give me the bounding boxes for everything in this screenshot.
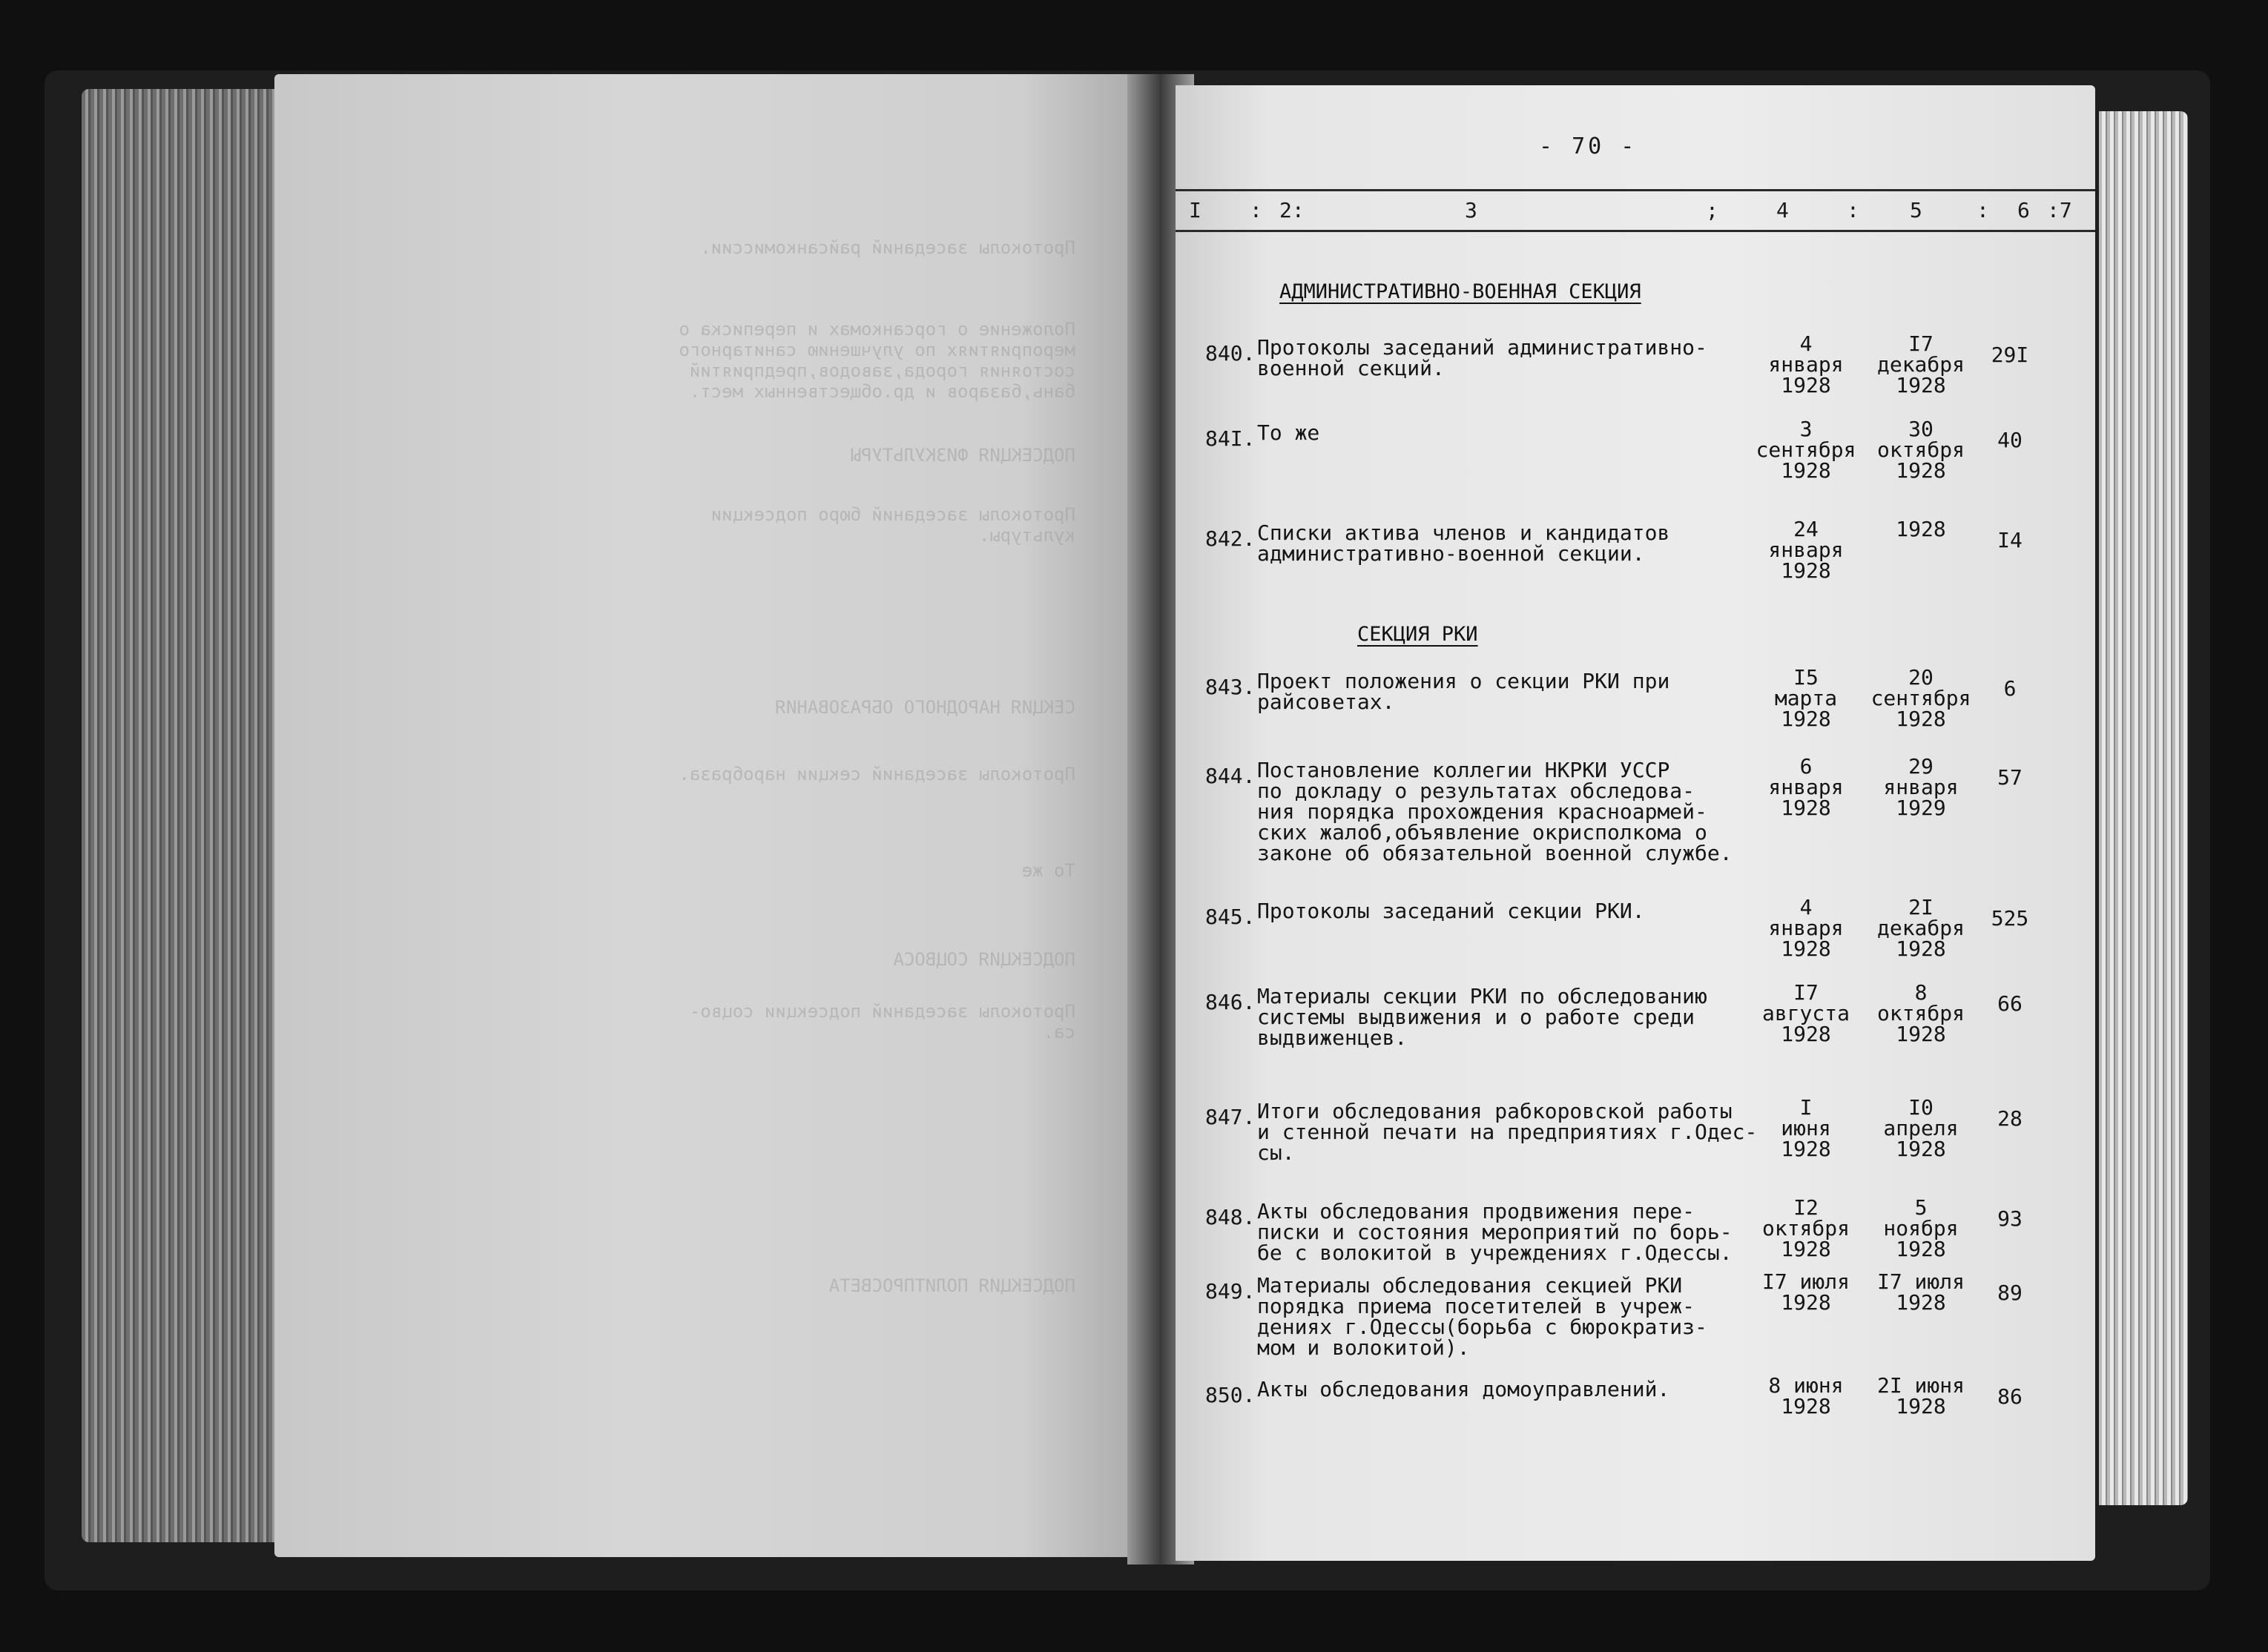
entry-number: 847.: [1205, 1105, 1256, 1129]
column-header: 4: [1776, 198, 1789, 222]
bleed-through-line: бань,базаров и др.общественных мест.: [689, 381, 1075, 402]
sheet-count: 29I: [1991, 343, 2029, 367]
end-date: 29 января 1929: [1883, 754, 1959, 820]
start-date: 3 сентября 1928: [1756, 417, 1856, 483]
entry-description: То же: [1257, 420, 1320, 445]
end-date: 20 сентября 1928: [1870, 665, 1971, 731]
column-header: ;: [1706, 198, 1718, 222]
entry-description: Постановление коллегии НКРКИ УССР по докладу о результатах обследова- ния порядка прохождения красноармей- ских жалоб,объявление окрисполкома о законе об обязательной военной службе.: [1257, 758, 1733, 865]
column-header: I: [1189, 198, 1201, 222]
end-date: I7 декабря 1928: [1876, 331, 1965, 397]
left-page-bleed-through: [274, 74, 1150, 1557]
start-date: 24 января 1928: [1768, 517, 1844, 583]
entry-description: Материалы обследования секцией РКИ порядка приема посетителей в учреж- дениях г.Одессы(борьба с бюрократиз- мом и волокитой).: [1257, 1273, 1707, 1360]
entry-number: 850.: [1205, 1383, 1256, 1407]
entry-description: Проект положения о секции РКИ при райсоветах.: [1257, 669, 1670, 714]
bleed-through-line: са.: [1043, 1022, 1075, 1043]
sheet-count: 28: [1997, 1106, 2023, 1131]
end-date: 8 октября 1928: [1876, 980, 1965, 1046]
entry-number: 842.: [1205, 526, 1256, 551]
end-date: I7 июля 1928: [1876, 1269, 1965, 1315]
sheet-count: 89: [1997, 1281, 2023, 1305]
start-date: I7 июля 1928: [1761, 1269, 1850, 1315]
sheet-count: 57: [1997, 765, 2023, 790]
end-date: 30 октября 1928: [1876, 417, 1965, 483]
section-title: АДМИНИСТРАТИВНО-ВОЕННАЯ СЕКЦИЯ: [1279, 280, 1641, 303]
column-header: 6: [2017, 198, 2030, 222]
start-date: 4 января 1928: [1768, 331, 1844, 397]
end-date: 2I июня 1928: [1876, 1373, 1965, 1418]
end-date: 1928: [1896, 517, 1946, 541]
bleed-through-line: Протоколы заседаний райсанкомиссии.: [700, 237, 1075, 258]
column-header: 3: [1465, 198, 1477, 222]
start-date: 8 июня 1928: [1768, 1373, 1844, 1418]
sheet-count: 93: [1997, 1206, 2023, 1231]
start-date: I июня 1928: [1781, 1095, 1831, 1161]
entry-number: 844.: [1205, 764, 1256, 788]
header-rule-bottom: [1176, 230, 2095, 232]
entry-description: Материалы секции РКИ по обследованию системы выдвижения и о работе среди выдвиженцев.: [1257, 984, 1707, 1050]
bleed-through-line: ПОДСЕКЦИЯ ПОЛИТПРОСВЕТА: [828, 1275, 1075, 1296]
bleed-through-line: Положение о горсанкомах и переписка о: [679, 319, 1075, 340]
entry-description: Итоги обследования рабкоровской работы и стенной печати на предприятиях г.Одес- сы.: [1257, 1099, 1758, 1165]
entry-number: 84I.: [1205, 426, 1256, 451]
left-page: [274, 74, 1150, 1557]
column-header: :: [1250, 198, 1262, 222]
entry-number: 849.: [1205, 1279, 1256, 1304]
column-header: :: [1847, 198, 1859, 222]
left-page-edges: [82, 89, 289, 1542]
sheet-count: 40: [1997, 428, 2023, 452]
section-title: СЕКЦИЯ РКИ: [1357, 623, 1478, 646]
sheet-count: 6: [2003, 676, 2017, 701]
end-date: 2I декабря 1928: [1876, 895, 1965, 961]
bleed-through-line: Протоколы заседаний секции наробраза.: [679, 764, 1075, 784]
column-header: :: [1977, 198, 1989, 222]
entry-number: 848.: [1205, 1205, 1256, 1229]
column-header: 2:: [1279, 198, 1305, 222]
end-date: 5 ноября 1928: [1883, 1195, 1959, 1261]
bleed-through-line: ПОДСЕКЦИЯ ФИЗКУЛЬТУРЫ: [850, 445, 1075, 466]
start-date: 6 января 1928: [1768, 754, 1844, 820]
entry-number: 845.: [1205, 905, 1256, 929]
entry-description: Протоколы заседаний административно- военной секций.: [1257, 335, 1707, 380]
entry-description: Списки актива членов и кандидатов административно-военной секции.: [1257, 521, 1670, 566]
entry-number: 840.: [1205, 341, 1256, 366]
right-page: [1176, 85, 2095, 1561]
entry-number: 843.: [1205, 675, 1256, 699]
page-number: - 70 -: [1539, 133, 1638, 159]
sheet-count: I4: [1997, 528, 2023, 552]
end-date: I0 апреля 1928: [1883, 1095, 1959, 1161]
column-header: :7: [2047, 198, 2072, 222]
start-date: I7 августа 1928: [1761, 980, 1850, 1046]
bleed-through-line: культуры.: [978, 525, 1075, 546]
entry-description: Протоколы заседаний секции РКИ.: [1257, 899, 1645, 923]
bleed-through-line: Протоколы заседаний подсекции соцво-: [689, 1001, 1075, 1022]
entry-description: Акты обследования продвижения пере- писки и состояния мероприятий по борь- бе с волокитой в учреждениях г.Одессы.: [1257, 1199, 1733, 1265]
bleed-through-line: Протоколы заседаний бюро подсекции: [711, 504, 1075, 525]
start-date: I2 октября 1928: [1761, 1195, 1850, 1261]
bleed-through-line: состояния города,заводов,предприятий: [689, 360, 1075, 381]
header-rule-top: [1176, 189, 2095, 191]
entry-number: 846.: [1205, 990, 1256, 1014]
entry-description: Акты обследования домоуправлений.: [1257, 1377, 1670, 1401]
sheet-count: 525: [1991, 906, 2029, 931]
sheet-count: 86: [1997, 1384, 2023, 1409]
start-date: 4 января 1928: [1768, 895, 1844, 961]
start-date: I5 марта 1928: [1774, 665, 1838, 731]
bleed-through-line: мероприятиях по улучшению санитарного: [679, 340, 1075, 360]
bleed-through-line: ПОДСЕКЦИЯ СОЦВОСА: [893, 949, 1075, 970]
column-header: 5: [1910, 198, 1922, 222]
bleed-through-line: То же: [1021, 860, 1075, 881]
bleed-through-line: СЕКЦИЯ НАРОДНОГО ОБРАЗОВАНИЯ: [775, 697, 1075, 718]
right-page-edges: [2099, 111, 2188, 1505]
sheet-count: 66: [1997, 991, 2023, 1016]
